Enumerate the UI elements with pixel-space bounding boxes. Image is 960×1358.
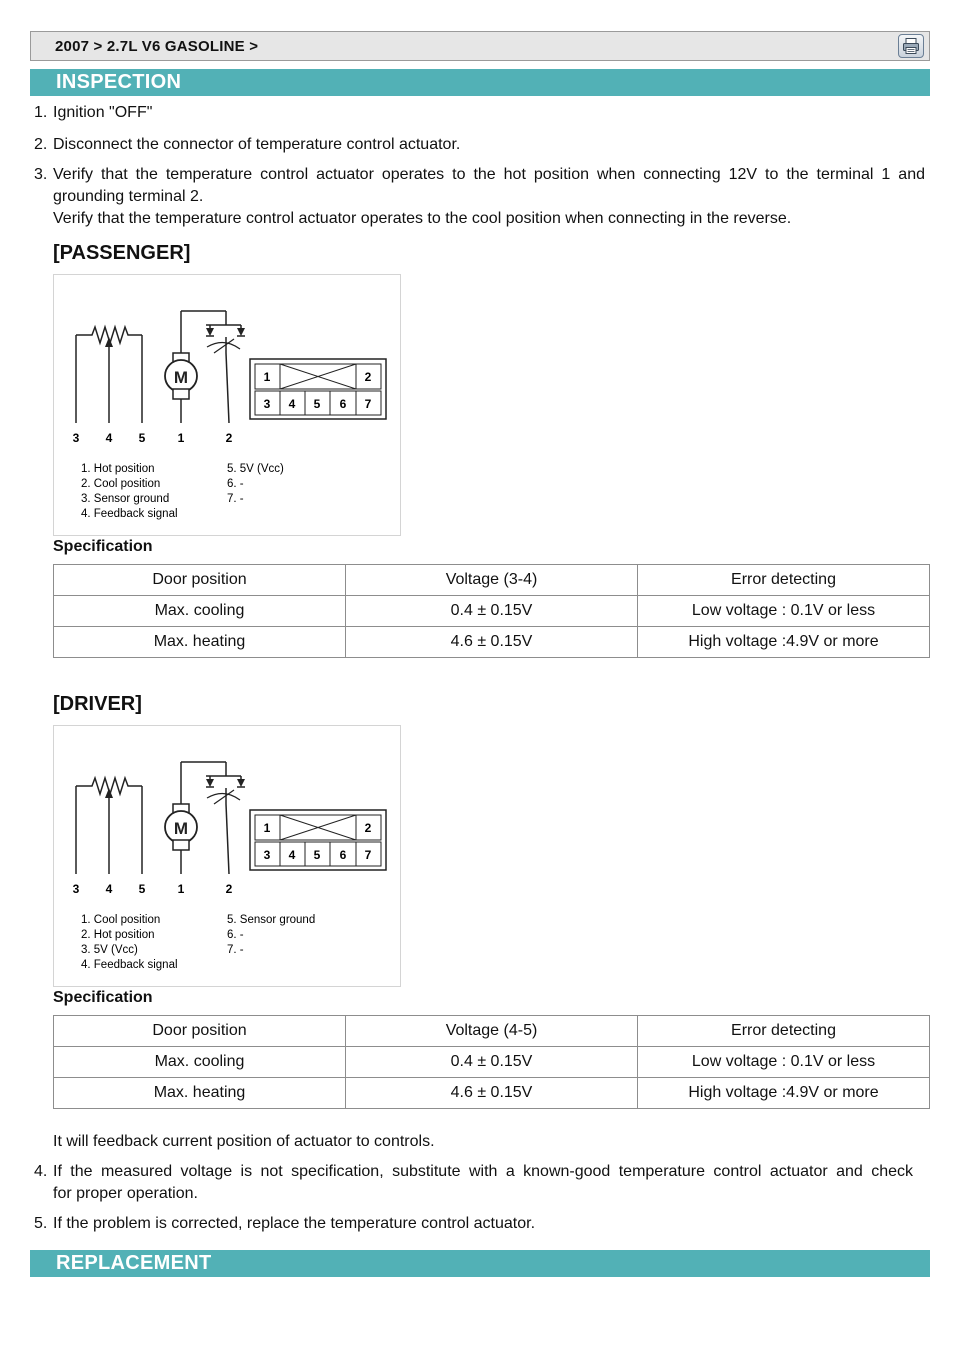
step-4-number: 4. — [34, 1163, 48, 1180]
legend-item: 3. 5V (Vcc) — [81, 944, 138, 956]
print-button[interactable] — [898, 34, 924, 58]
step-3-line-1: Verify that the temperature control actuator operates to the hot position when connecting 12V to the terminal 1 and — [53, 166, 925, 183]
terminal-label: 3 — [72, 882, 80, 896]
driver-wiring-diagram — [53, 725, 401, 987]
driver-heading: [DRIVER] — [53, 693, 142, 715]
passenger-heading: [PASSENGER] — [53, 242, 191, 264]
connector-pin: 5 — [313, 848, 321, 862]
connector-pin: 6 — [339, 848, 347, 862]
replacement-title: REPLACEMENT — [56, 1252, 212, 1274]
terminal-label: 1 — [177, 882, 185, 896]
step-3-number: 3. — [34, 166, 48, 183]
legend-item: 5. 5V (Vcc) — [227, 463, 284, 475]
printer-icon — [902, 37, 920, 55]
table-cell: High voltage :4.9V or more — [638, 1078, 930, 1109]
legend-item: 1. Hot position — [81, 463, 155, 475]
terminal-label: 2 — [225, 431, 233, 445]
step-3-line-3: Verify that the temperature control actuator operates to the cool position when connecting in the reverse. — [53, 210, 792, 227]
step-5-text: If the problem is corrected, replace the temperature control actuator. — [53, 1215, 536, 1232]
step-2-text: Disconnect the connector of temperature control actuator. — [53, 136, 461, 153]
breadcrumb-bar — [30, 31, 930, 61]
table-row — [54, 1047, 930, 1078]
table-header-row — [54, 1016, 930, 1047]
table-row — [54, 627, 930, 658]
step-3-line-2: grounding terminal 2. — [53, 188, 204, 205]
legend-item: 3. Sensor ground — [81, 493, 170, 505]
table-cell: Low voltage : 0.1V or less — [638, 1047, 930, 1078]
step-2-number: 2. — [34, 136, 48, 153]
table-header-cell: Voltage (3-4) — [346, 565, 638, 596]
terminal-label: 5 — [138, 431, 146, 445]
legend-item: 5. Sensor ground — [227, 914, 316, 926]
terminal-label: 4 — [105, 882, 113, 896]
table-header-cell: Voltage (4-5) — [346, 1016, 638, 1047]
motor-label: M — [173, 819, 189, 838]
connector-pin: 3 — [263, 397, 271, 411]
connector-pin: 7 — [364, 848, 372, 862]
table-cell: Max. cooling — [54, 596, 346, 627]
table-cell: 4.6 ± 0.15V — [346, 1078, 638, 1109]
legend-item: 4. Feedback signal — [81, 508, 178, 520]
connector-pin: 3 — [263, 848, 271, 862]
table-cell: Max. heating — [54, 1078, 346, 1109]
terminal-label: 3 — [72, 431, 80, 445]
table-header-cell: Door position — [54, 1016, 346, 1047]
driver-spec-label: Specification — [53, 989, 153, 1006]
table-header-cell: Error detecting — [638, 565, 930, 596]
table-header-cell: Door position — [54, 565, 346, 596]
step-5-number: 5. — [34, 1215, 48, 1232]
driver-spec-table — [53, 1015, 930, 1109]
step-4-line-1: If the measured voltage is not specification, substitute with a known-good temperature control actuator and check — [53, 1163, 913, 1180]
connector-pin: 1 — [263, 821, 271, 835]
legend-item: 6. - — [227, 929, 244, 941]
passenger-wiring-diagram — [53, 274, 401, 536]
table-row — [54, 1078, 930, 1109]
table-cell: Max. heating — [54, 627, 346, 658]
feedback-note: It will feedback current position of actuator to controls. — [53, 1133, 435, 1150]
connector-pin: 1 — [263, 370, 271, 384]
connector-pin: 4 — [288, 397, 296, 411]
inspection-section-header — [30, 69, 930, 96]
step-1-text: Ignition "OFF" — [53, 104, 153, 121]
passenger-spec-label: Specification — [53, 538, 153, 555]
terminal-label: 1 — [177, 431, 185, 445]
table-cell: 4.6 ± 0.15V — [346, 627, 638, 658]
inspection-title: INSPECTION — [56, 71, 182, 93]
connector-pin: 2 — [364, 821, 372, 835]
replacement-section-header — [30, 1250, 930, 1277]
motor-label: M — [173, 368, 189, 387]
legend-item: 7. - — [227, 493, 244, 505]
connector-pin: 7 — [364, 397, 372, 411]
legend-item: 4. Feedback signal — [81, 959, 178, 971]
table-cell: Max. cooling — [54, 1047, 346, 1078]
legend-item: 6. - — [227, 478, 244, 490]
connector-pin: 4 — [288, 848, 296, 862]
table-cell: Low voltage : 0.1V or less — [638, 596, 930, 627]
table-cell: 0.4 ± 0.15V — [346, 596, 638, 627]
terminal-label: 4 — [105, 431, 113, 445]
table-cell: 0.4 ± 0.15V — [346, 1047, 638, 1078]
legend-item: 1. Cool position — [81, 914, 161, 926]
step-1-number: 1. — [34, 104, 48, 121]
terminal-label: 2 — [225, 882, 233, 896]
legend-item: 2. Hot position — [81, 929, 155, 941]
legend-item: 7. - — [227, 944, 244, 956]
breadcrumb[interactable]: 2007 > 2.7L V6 GASOLINE > — [55, 38, 259, 55]
connector-pin: 6 — [339, 397, 347, 411]
step-4-line-2: for proper operation. — [53, 1185, 198, 1202]
connector-pin: 5 — [313, 397, 321, 411]
table-header-row — [54, 565, 930, 596]
passenger-spec-table — [53, 564, 930, 658]
table-cell: High voltage :4.9V or more — [638, 627, 930, 658]
legend-item: 2. Cool position — [81, 478, 161, 490]
table-row — [54, 596, 930, 627]
table-header-cell: Error detecting — [638, 1016, 930, 1047]
connector-pin: 2 — [364, 370, 372, 384]
terminal-label: 5 — [138, 882, 146, 896]
